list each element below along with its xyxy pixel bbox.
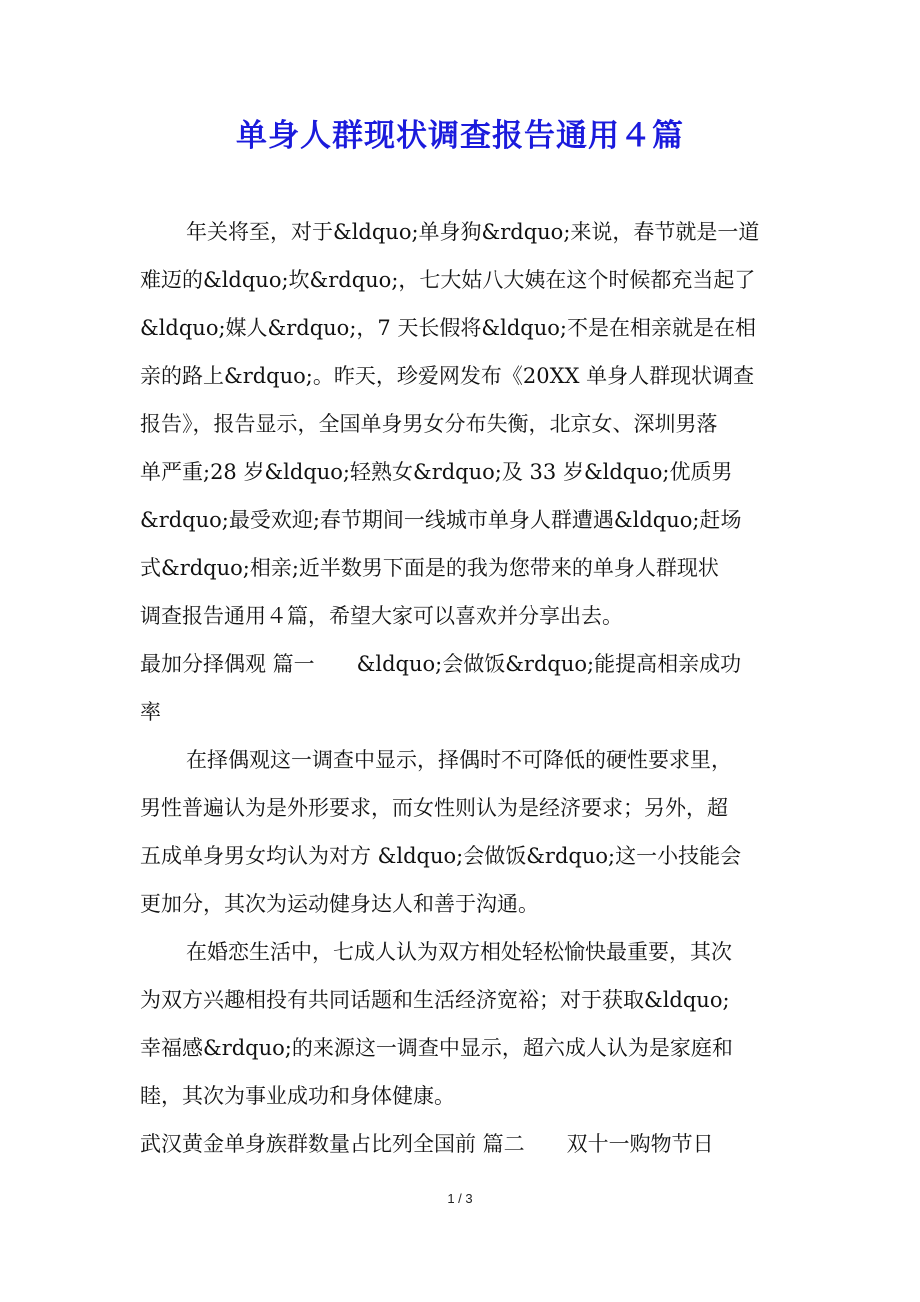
paragraph-line: 在婚恋生活中，七成人认为双方相处轻松愉快最重要，其次 [186, 940, 732, 964]
paragraph-line: 更加分，其次为运动健身达人和善于沟通。 [140, 892, 539, 916]
paragraph-line: 男性普遍认为是外形要求，而女性则认为是经济要求；另外，超 [140, 796, 728, 820]
paragraph-line: &rdquo;最受欢迎;春节期间一线城市单身人群遭遇&ldquo;赶场 [140, 508, 742, 532]
page-number: 1 / 3 [447, 1191, 473, 1206]
paragraph-line: 年关将至，对于&ldquo;单身狗&rdquo;来说，春节就是一道 [186, 220, 760, 244]
paragraph-line: &ldquo;媒人&rdquo;，7 天长假将&ldquo;不是在相亲就是在相 [140, 316, 756, 340]
paragraph-line: 五成单身男女均认为对方 &ldquo;会做饭&rdquo;这一小技能会 [140, 844, 742, 868]
paragraph-line: 在择偶观这一调查中显示，择偶时不可降低的硬性要求里， [186, 748, 732, 772]
paragraph-line: 难迈的&ldquo;坎&rdquo;，七大姑八大姨在这个时候都充当起了 [140, 268, 756, 292]
paragraph-line: 幸福感&rdquo;的来源这一调查中显示，超六成人认为是家庭和 [140, 1036, 733, 1060]
paragraph-line: 为双方兴趣相投有共同话题和生活经济宽裕；对于获取&ldquo; [140, 988, 730, 1012]
paragraph-line: 亲的路上&rdquo;。昨天，珍爱网发布《20XX 单身人群现状调查 [140, 364, 755, 388]
paragraph-line: 式&rdquo;相亲;近半数男下面是的我为您带来的单身人群现状 [140, 556, 719, 580]
section-heading-line: 最加分择偶观 篇一 &ldquo;会做饭&rdquo;能提高相亲成功 [140, 652, 742, 676]
paragraph-line: 报告》，报告显示，全国单身男女分布失衡，北京女、深圳男落 [140, 412, 718, 436]
section-heading-line: 武汉黄金单身族群数量占比列全国前 篇二 双十一购物节日 [140, 1132, 714, 1156]
document-title: 单身人群现状调查报告通用４篇 [236, 118, 684, 154]
paragraph-line: 睦，其次为事业成功和身体健康。 [140, 1084, 455, 1108]
paragraph-line: 单严重;28 岁&ldquo;轻熟女&rdquo;及 33 岁&ldquo;优质男 [140, 460, 733, 484]
section-heading-line: 率 [140, 700, 161, 724]
paragraph-line: 调查报告通用４篇，希望大家可以喜欢并分享出去。 [140, 604, 623, 628]
